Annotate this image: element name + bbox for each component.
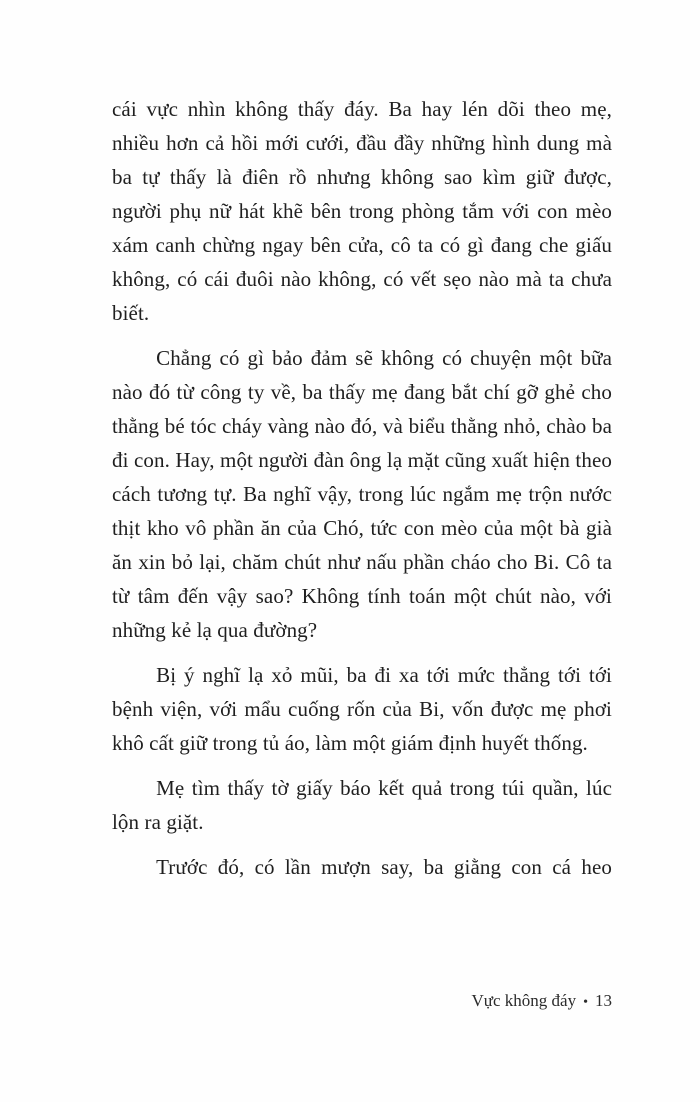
page-body-text: [112, 92, 612, 895]
paragraph: Bị ý nghĩ lạ xỏ mũi, ba đi xa tới mức thẳng tới tới bệnh viện, với mẩu cuống rốn của Bi, vốn được mẹ phơi khô cất giữ trong tủ áo, làm một giám định huyết thống.: [112, 663, 612, 755]
paragraph: Chẳng có gì bảo đảm sẽ không có chuyện một bữa nào đó từ công ty về, ba thấy mẹ đang bắt chí gỡ ghẻ cho thằng bé tóc cháy vàng nào đó, và biểu thằng nhỏ, chào ba đi con. Hay, một người đàn ông lạ mặt cũng xuất hiện theo cách tương tự. Ba nghĩ vậy, trong lúc ngắm mẹ trộn nước thịt kho vô phần ăn của Chó, tức con mèo của một bà già ăn xin bỏ lại, chăm chút như nấu phần cháo cho Bi. Cô ta từ tâm đến vậy sao? Không tính toán một chút nào, với những kẻ lạ qua đường?: [112, 346, 612, 642]
paragraph: Mẹ tìm thấy tờ giấy báo kết quả trong túi quần, lúc lộn ra giặt.: [112, 776, 612, 834]
footer-separator: •: [583, 995, 588, 1010]
page-footer: [112, 991, 612, 1011]
page-number: 13: [595, 991, 612, 1010]
paragraph: cái vực nhìn không thấy đáy. Ba hay lén dõi theo mẹ, nhiều hơn cả hồi mới cưới, đầu đầy những hình dung mà ba tự thấy là điên rồ nhưng không sao kìm giữ được, người phụ nữ hát khẽ bên trong phòng tắm với con mèo xám canh chừng ngay bên cửa, cô ta có gì đang che giấu không, có cái đuôi nào không, có vết sẹo nào mà ta chưa biết.: [112, 97, 612, 325]
paragraph: Trước đó, có lần mượn say, ba giằng con cá heo: [156, 855, 612, 879]
running-title: Vực không đáy: [471, 991, 577, 1010]
